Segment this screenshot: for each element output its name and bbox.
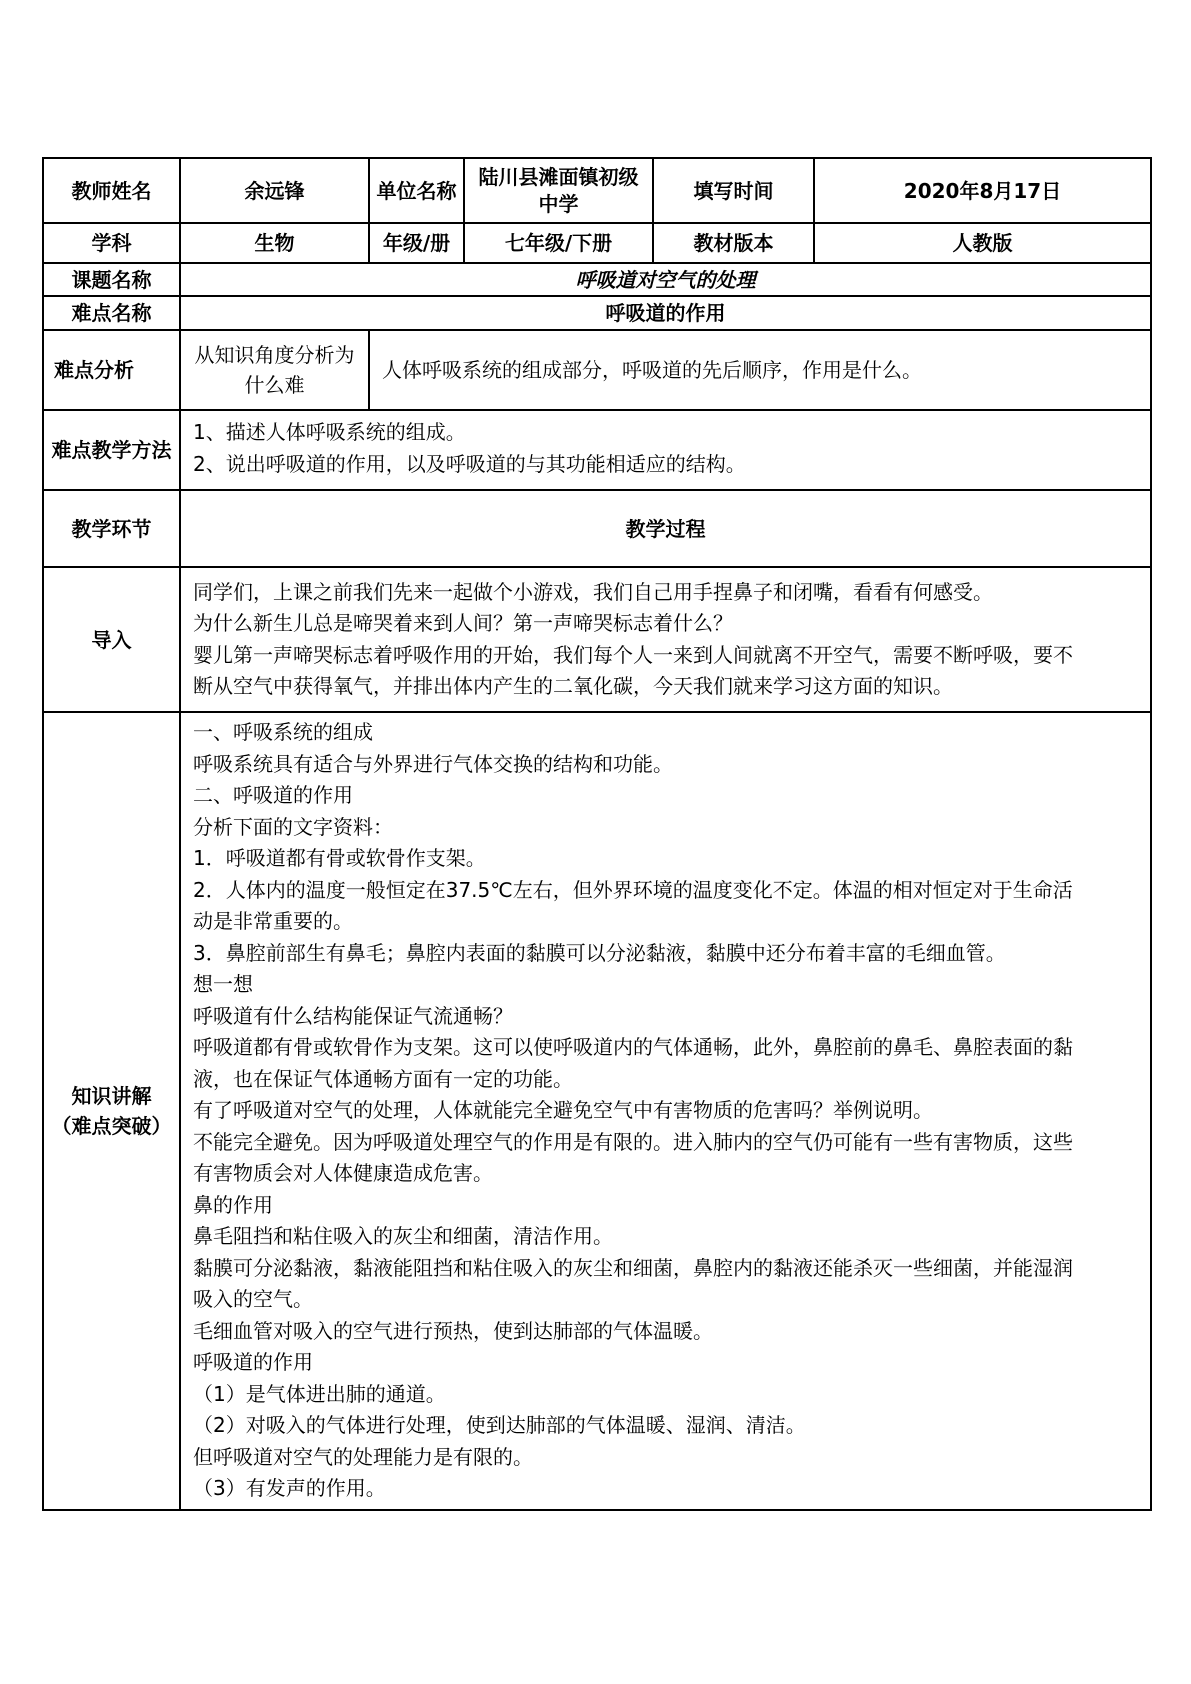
knowledge-line: 毛细血管对吸入的空气进行预热，使到达肺部的气体温暖。: [193, 1318, 713, 1343]
knowledge-label-line1: 知识讲解: [71, 1083, 152, 1108]
method-line: 2、说出呼吸道的作用，以及呼吸道的与其功能相适应的结构。: [193, 451, 746, 476]
fill-date-label: 填写时间: [653, 158, 814, 223]
intro-line: 婴儿第一声啼哭标志着呼吸作用的开始，我们每个人一来到人间就离不开空气，需要不断呼吸，要不: [193, 642, 1073, 667]
lesson-plan-table: [42, 157, 1152, 1511]
intro-line: 断从空气中获得氧气，并排出体内产生的二氧化碳，今天我们就来学习这方面的知识。: [193, 674, 953, 698]
knowledge-line: （2）对吸入的气体进行处理，使到达肺部的气体温暖、湿润、清洁。: [193, 1413, 806, 1437]
analysis-sub-line1: 从知识角度分析为: [194, 343, 355, 367]
teacher-name-value: 余远锋: [180, 158, 369, 223]
teaching-process-label: 教学过程: [180, 490, 1151, 567]
difficulty-label: 难点名称: [43, 296, 180, 330]
knowledge-line: 但呼吸道对空气的处理能力是有限的。: [193, 1444, 533, 1469]
knowledge-line: 一、呼吸系统的组成: [193, 720, 373, 744]
teacher-name-label: 教师姓名: [43, 158, 180, 223]
knowledge-line: （3）有发声的作用。: [193, 1476, 386, 1500]
difficulty-value: 呼吸道的作用: [180, 296, 1151, 330]
edition-value: 人教版: [814, 223, 1151, 263]
header-row-1: [43, 158, 1151, 223]
knowledge-line: 液，也在保证气体通畅方面有一定的功能。: [193, 1066, 573, 1091]
knowledge-line: 3．鼻腔前部生有鼻毛；鼻腔内表面的黏膜可以分泌黏液，黏膜中还分布着丰富的毛细血管。: [193, 940, 1006, 965]
knowledge-line: 有害物质会对人体健康造成危害。: [193, 1161, 493, 1185]
analysis-row: [43, 330, 1151, 410]
topic-row: [43, 263, 1151, 296]
intro-content: [180, 567, 1151, 712]
analysis-content: 人体呼吸系统的组成部分，呼吸道的先后顺序，作用是什么。: [369, 330, 1151, 410]
knowledge-line: 动是非常重要的。: [193, 909, 353, 933]
knowledge-line: 有了呼吸道对空气的处理，人体就能完全避免空气中有害物质的危害吗？举例说明。: [193, 1098, 933, 1122]
knowledge-line: 1．呼吸道都有骨或软骨作支架。: [193, 846, 486, 870]
knowledge-content: [180, 712, 1151, 1510]
intro-line: 同学们，上课之前我们先来一起做个小游戏，我们自己用手捏鼻子和闭嘴，看看有何感受。: [193, 579, 993, 604]
unit-name-line2: 中学: [538, 191, 579, 216]
knowledge-label-line2: （难点突破）: [51, 1113, 172, 1138]
section-header-row: [43, 490, 1151, 567]
knowledge-line: 吸入的空气。: [193, 1287, 313, 1311]
method-line: 1、描述人体呼吸系统的组成。: [193, 420, 466, 444]
knowledge-line: 呼吸系统具有适合与外界进行气体交换的结构和功能。: [193, 751, 673, 776]
edition-label: 教材版本: [653, 223, 814, 263]
fill-date-value: 2020年8月17日: [814, 158, 1151, 223]
knowledge-line: 二、呼吸道的作用: [193, 783, 353, 807]
topic-label: 课题名称: [43, 263, 180, 296]
knowledge-line: 分析下面的文字资料：: [193, 814, 393, 839]
header-row-2: [43, 223, 1151, 263]
unit-name-label: 单位名称: [369, 158, 464, 223]
analysis-sub-label: [180, 330, 369, 410]
method-row: [43, 410, 1151, 490]
knowledge-line: 呼吸道都有骨或软骨作为支架。这可以使呼吸道内的气体通畅，此外，鼻腔前的鼻毛、鼻腔表面的黏: [193, 1035, 1073, 1059]
subject-value: 生物: [180, 223, 369, 263]
difficulty-row: [43, 296, 1151, 330]
knowledge-line: 鼻毛阻挡和粘住吸入的灰尘和细菌，清洁作用。: [193, 1224, 613, 1248]
knowledge-line: 鼻的作用: [193, 1192, 273, 1217]
knowledge-row: [43, 712, 1151, 1510]
grade-value: 七年级/下册: [464, 223, 653, 263]
knowledge-line: 2．人体内的温度一般恒定在37.5℃左右，但外界环境的温度变化不定。体温的相对恒定对于生命活: [193, 877, 1073, 902]
method-label: 难点教学方法: [43, 410, 180, 490]
knowledge-line: 不能完全避免。因为呼吸道处理空气的作用是有限的。进入肺内的空气仍可能有一些有害物质，这些: [193, 1129, 1073, 1154]
intro-label: 导入: [43, 567, 180, 712]
knowledge-line: 呼吸道的作用: [193, 1350, 313, 1374]
knowledge-line: （1）是气体进出肺的通道。: [193, 1381, 446, 1406]
subject-label: 学科: [43, 223, 180, 263]
topic-value: 呼吸道对空气的处理: [180, 263, 1151, 296]
knowledge-line: 黏膜可分泌黏液，黏液能阻挡和粘住吸入的灰尘和细菌，鼻腔内的黏液还能杀灭一些细菌，并能湿润: [193, 1255, 1073, 1280]
analysis-sub-line2: 什么难: [244, 373, 305, 397]
teaching-stage-label: 教学环节: [43, 490, 180, 567]
unit-name-value: [464, 158, 653, 223]
knowledge-line: 呼吸道有什么结构能保证气流通畅？: [193, 1003, 513, 1028]
knowledge-line: 想一想: [193, 972, 253, 996]
analysis-label: 难点分析: [43, 330, 180, 410]
knowledge-label: [43, 712, 180, 1510]
grade-label: 年级/册: [369, 223, 464, 263]
intro-row: [43, 567, 1151, 712]
unit-name-line1: 陆川县滩面镇初级: [478, 164, 639, 189]
intro-line: 为什么新生儿总是啼哭着来到人间？第一声啼哭标志着什么？: [193, 611, 733, 635]
method-content: [180, 410, 1151, 490]
